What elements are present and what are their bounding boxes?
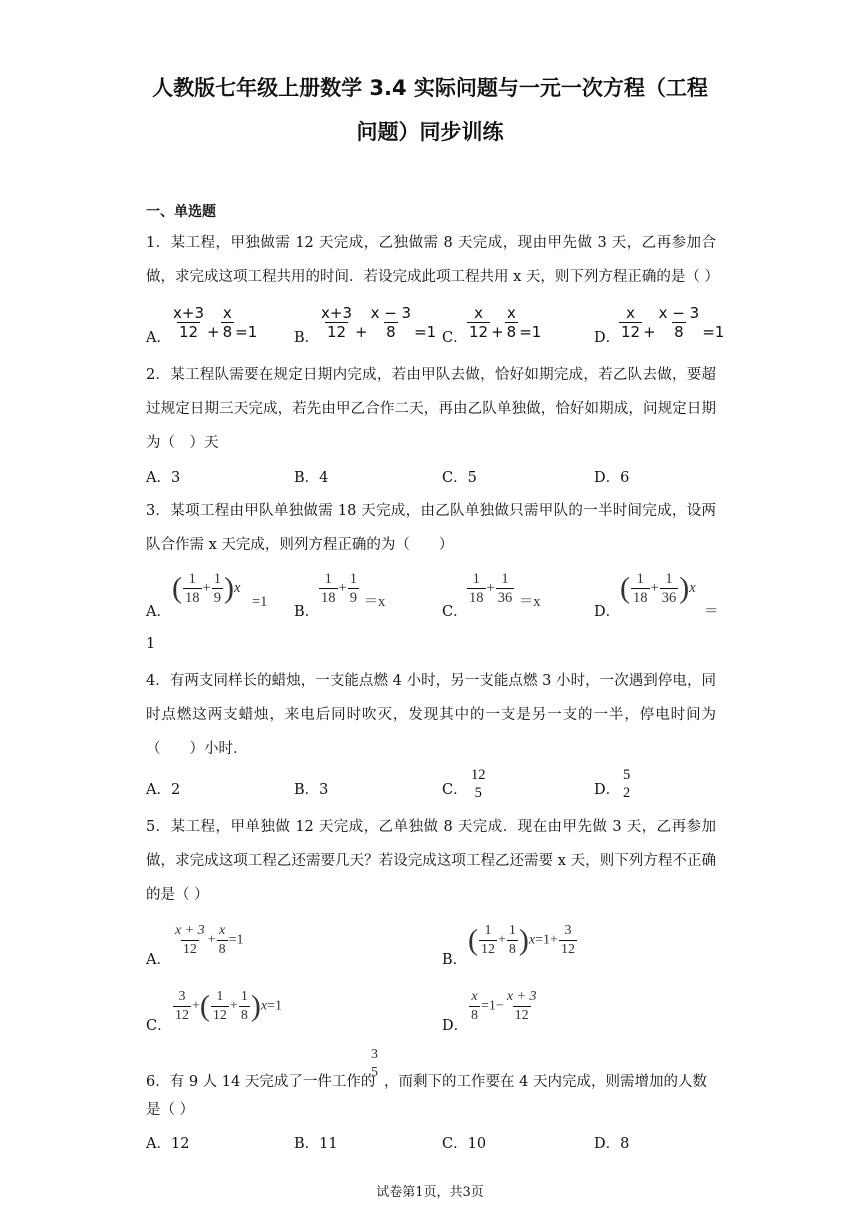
- question-1-text: 1．某工程，甲独做需 12 天完成，乙独做需 8 天完成，现由甲先做 3 天，乙再参加合做，求完成这项工程共用的时间．若设完成此项工程共用 x 天，则下列方程正确的是（ ）: [146, 235, 720, 285]
- option-6b: B．11: [294, 1136, 338, 1152]
- question-6-options: [146, 1130, 726, 1156]
- question-4-options: A．2 B．3 C． 12 5 D． 5 2: [146, 764, 726, 808]
- question-5-options-cd: C． $\frac{3}{12}$ +( $\frac{1}{12}$ + $\frac{1}{8}$ )x=1 D． $\frac{x}{8}$ =1− $\frac{x + 3}{12}$: [146, 988, 726, 1034]
- question-4-text: 4．有两支同样长的蜡烛，一支能点燃 4 小时，另一支能点燃 3 小时，一次遇到停电，同时点燃这两支蜡烛，来电后同时吹灭，发现其中的一支是另一支的一半，停电时间为（ ）小时．: [146, 673, 716, 757]
- question-6-text-line2: 是（ ）: [146, 1102, 195, 1118]
- formula: ( $\frac{1}{18}$ + $\frac{1}{36}$ )x: [620, 571, 696, 606]
- fraction-three-fifths: 3 5: [371, 1047, 378, 1080]
- question-5-text: 5．某工程，甲单独做 12 天完成，乙单独做 8 天完成．现在由甲先做 3 天，乙再参加做，求完成这项工程乙还需要几天？若设完成这项工程乙还需要 x 天，则下列方程不正确的是（ ）: [146, 819, 716, 903]
- formula: $\frac{x+3}{12}$ + $\frac{x - 3}{8}$ =1: [321, 304, 437, 341]
- option-6d: D．8: [594, 1136, 630, 1152]
- formula: ( $\frac{1}{12}$ + $\frac{1}{8}$ )x=1+ $\frac{3}{12}$: [468, 923, 575, 957]
- option-6a: A．12: [146, 1136, 190, 1152]
- formula: $\frac{3}{12}$ +( $\frac{1}{12}$ + $\frac{1}{8}$ )x=1: [175, 989, 282, 1023]
- formula: $\frac{x}{8}$ =1− $\frac{x + 3}{12}$: [471, 989, 537, 1023]
- option-2a: A．3: [146, 470, 181, 486]
- formula: $\frac{1}{18}$ + $\frac{1}{9}$ ＝x: [321, 571, 386, 610]
- question-6-prefix: 6．有 9 人 14 天完成了一件工作的: [146, 1074, 376, 1090]
- formula: 5 2: [623, 767, 631, 801]
- option-6c: C．10: [442, 1136, 487, 1152]
- question-3-wrap-value: 1: [146, 636, 156, 652]
- page-footer: 试卷第1页，共3页: [376, 1185, 484, 1200]
- page-title-line1: 人教版七年级上册数学 3.4 实际问题与一元一次方程（工程: [152, 76, 708, 100]
- question-2-text: 2．某工程队需要在规定日期内完成，若由甲队去做，恰好如期完成，若乙队去做，要超过规定日期三天完成，若先由甲乙合作二天，再由乙队单独做，恰好如期成，问规定日期为（ ）天: [146, 367, 716, 451]
- formula: ( $\frac{1}{18}$ + $\frac{1}{9}$ )x =1: [172, 571, 268, 610]
- question-5-options-ab: A． $\frac{x + 3}{12}$ + $\frac{x}{8}$ =1 B． ( $\frac{1}{12}$ + $\frac{1}{8}$ )x=1+ $\frac{3}{12}$: [146, 922, 726, 968]
- formula: 12 5: [471, 767, 486, 801]
- option-2c: C．5: [442, 470, 477, 486]
- option-4b: B．3: [294, 782, 329, 798]
- question-3-text: 3．某项工程由甲队单独做需 18 天完成，由乙队单独做只需甲队的一半时间完成，设两队合作需 x 天完成，则列方程正确的为（ ）: [146, 503, 716, 553]
- question-3-options: A． ( $\frac{1}{18}$ + $\frac{1}{9}$ )x =1 B． $\frac{1}{18}$ + $\frac{1}{9}$ ＝x C． $\frac{1}{18}$ + $\frac{1}{36}$ ＝x D． ( $\frac{1}{18}$ + $\frac{1}{36}$ )x ＝: [146, 571, 719, 620]
- section-heading: 一、单选题: [146, 204, 216, 220]
- formula: $\frac{x + 3}{12}$ + $\frac{x}{8}$ =1: [175, 923, 244, 957]
- option-4a: A．2: [146, 782, 181, 798]
- formula: $\frac{x}{12}$ + $\frac{x - 3}{8}$ =1: [621, 304, 725, 341]
- question-1-options: A． $\frac{x+3}{12}$ + $\frac{x}{8}$ =1 B． $\frac{x+3}{12}$ + $\frac{x - 3}{8}$ =1 C． $\frac{x}{12}$ + $\frac{x}{8}$ =1 D． $\frac{x}{12}$ + $\frac{x - 3}{8}$ =1: [146, 304, 725, 346]
- option-2b: B．4: [294, 470, 329, 486]
- formula: $\frac{x+3}{12}$ + $\frac{x}{8}$ =1: [173, 304, 258, 341]
- page-title-line2: 问题）同步训练: [356, 120, 504, 144]
- option-2d: D．6: [594, 470, 630, 486]
- formula: $\frac{x}{12}$ + $\frac{x}{8}$ =1: [469, 304, 542, 341]
- formula: $\frac{1}{18}$ + $\frac{1}{36}$ ＝x: [469, 571, 541, 610]
- question-6-suffix: ，而剩下的工作要在 4 天内完成，则需增加的人数: [384, 1074, 707, 1090]
- question-2-options: [146, 462, 726, 492]
- question-6-text: [146, 1047, 726, 1102]
